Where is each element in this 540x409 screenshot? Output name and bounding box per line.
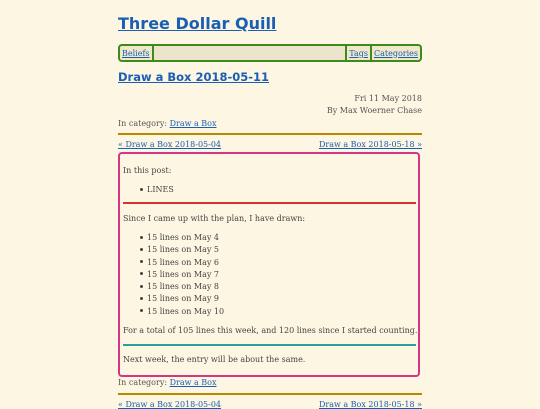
next-post-link[interactable]: Draw a Box 2018-05-18 » — [318, 400, 422, 409]
list-item — [140, 232, 224, 244]
total-text: For a total of 105 lines this week, and 120 lines since I started counting. — [123, 326, 418, 335]
list-item-text: 15 lines on May 10 — [147, 306, 225, 316]
toc-item[interactable] — [140, 185, 174, 194]
post-category-top — [118, 119, 217, 128]
bullet-icon — [140, 272, 143, 275]
bullet-icon — [140, 309, 143, 312]
bullet-icon — [140, 188, 143, 191]
prev-post-link[interactable]: « Draw a Box 2018-05-04 — [118, 140, 222, 149]
bullet-icon — [140, 236, 143, 239]
nav-bar — [118, 44, 422, 62]
nav-spacer — [152, 46, 348, 60]
site-title-link[interactable]: Three Dollar Quill — [118, 14, 277, 33]
category-prefix: In category: — [118, 378, 168, 387]
list-item — [140, 306, 224, 318]
bullet-icon — [140, 285, 143, 288]
divider-bottom — [118, 393, 422, 395]
category-prefix: In category: — [118, 119, 168, 128]
post-title-link[interactable]: Draw a Box 2018-05-11 — [118, 70, 270, 84]
toc-heading: In this post: — [123, 166, 172, 175]
next-week-text: Next week, the entry will be about the same. — [123, 355, 306, 364]
list-item-text: 15 lines on May 4 — [147, 233, 219, 242]
nav-link-beliefs[interactable]: Beliefs — [122, 48, 150, 58]
post-author: By Max Woerner Chase — [326, 106, 422, 115]
post-date: Fri 11 May 2018 — [354, 94, 422, 103]
section-divider-teal — [123, 344, 416, 346]
bullet-icon — [140, 248, 143, 251]
nav-link-tags[interactable]: Tags — [349, 48, 368, 58]
bullet-icon — [140, 260, 143, 263]
post-category-bottom — [118, 378, 217, 387]
list-item-text: 15 lines on May 7 — [147, 269, 219, 279]
category-link[interactable]: Draw a Box — [169, 119, 217, 128]
since-text: Since I came up with the plan, I have drawn: — [123, 214, 306, 223]
nav-link-categories[interactable]: Categories — [374, 48, 418, 58]
list-item-text: 15 lines on May 6 — [147, 257, 219, 267]
category-link[interactable]: Draw a Box — [169, 378, 217, 387]
list-item-text: 15 lines on May 5 — [147, 245, 219, 255]
section-divider-red — [123, 202, 416, 204]
days-list — [140, 232, 224, 318]
list-item-text: 15 lines on May 9 — [147, 294, 219, 304]
list-item — [140, 281, 224, 293]
list-item — [140, 244, 224, 256]
list-item — [140, 269, 224, 281]
post-content — [118, 152, 420, 377]
prev-post-link[interactable]: « Draw a Box 2018-05-04 — [118, 400, 222, 409]
list-item — [140, 293, 224, 305]
list-item-text: 15 lines on May 8 — [147, 282, 219, 292]
list-item — [140, 257, 224, 269]
next-post-link[interactable]: Draw a Box 2018-05-18 » — [318, 140, 422, 149]
bullet-icon — [140, 297, 143, 300]
toc-item-label: LINES — [147, 185, 174, 194]
divider-top — [118, 133, 422, 135]
